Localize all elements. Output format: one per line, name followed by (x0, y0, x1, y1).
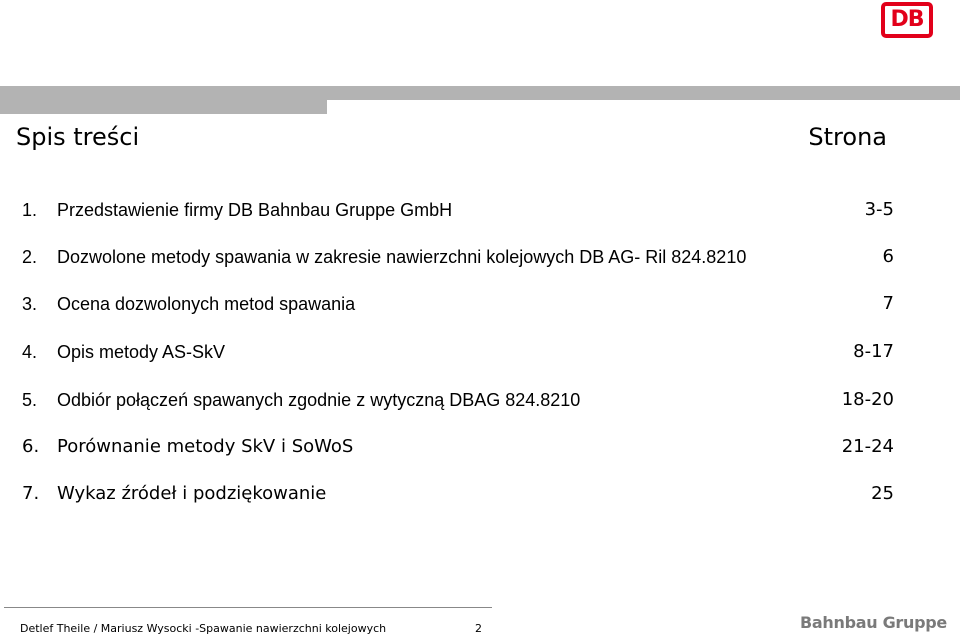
db-logo: DB (881, 2, 933, 38)
toc-number: 6. (22, 436, 40, 457)
toc-title: Opis metody AS-SkV (57, 342, 226, 362)
toc-page: 6 (882, 246, 894, 267)
toc-item-2 (22, 245, 894, 269)
toc-number: 3. (22, 294, 38, 314)
toc-title: Dozwolone metody spawania w zakresie nawierzchni kolejowych DB AG- Ril 824.8210 (57, 247, 747, 267)
page-column-heading: Strona (808, 123, 887, 151)
page-title: Spis treści (16, 123, 140, 151)
toc-item-5 (22, 388, 894, 412)
toc-number: 2. (22, 247, 38, 267)
toc-title: Wykaz źródeł i podziękowanie (57, 483, 327, 504)
toc-title: Ocena dozwolonych metod spawania (57, 294, 356, 314)
toc-title: Porównanie metody SkV i SoWoS (57, 436, 354, 457)
footer-divider (4, 607, 492, 608)
footer-authors: Detlef Theile / Mariusz Wysocki -Spawanie nawierzchni kolejowych (20, 622, 387, 635)
toc-number: 5. (22, 390, 38, 410)
toc-number: 7. (22, 483, 40, 504)
toc-page: 3-5 (864, 199, 894, 220)
toc-title: Odbiór połączeń spawanych zgodnie z wytyczną DBAG 824.8210 (57, 390, 581, 410)
toc-item-6 (22, 435, 894, 459)
toc-page: 8-17 (853, 341, 894, 362)
toc-item-7 (22, 482, 894, 506)
toc-page: 18-20 (841, 389, 894, 410)
toc-page: 7 (882, 293, 894, 314)
toc-item-1 (22, 198, 894, 222)
bahnbau-gruppe-logo: Bahnbau Gruppe (800, 613, 947, 632)
toc-title: Przedstawienie firmy DB Bahnbau Gruppe GmbH (57, 200, 453, 220)
toc-item-3 (22, 292, 894, 316)
header-bar-left (0, 100, 327, 114)
header-bar-top (0, 86, 960, 100)
toc-page: 25 (871, 483, 894, 504)
toc-number: 1. (22, 200, 38, 220)
footer-page-number: 2 (475, 622, 482, 635)
toc-page: 21-24 (841, 436, 894, 457)
toc-number: 4. (22, 342, 38, 362)
toc-item-4 (22, 340, 894, 364)
